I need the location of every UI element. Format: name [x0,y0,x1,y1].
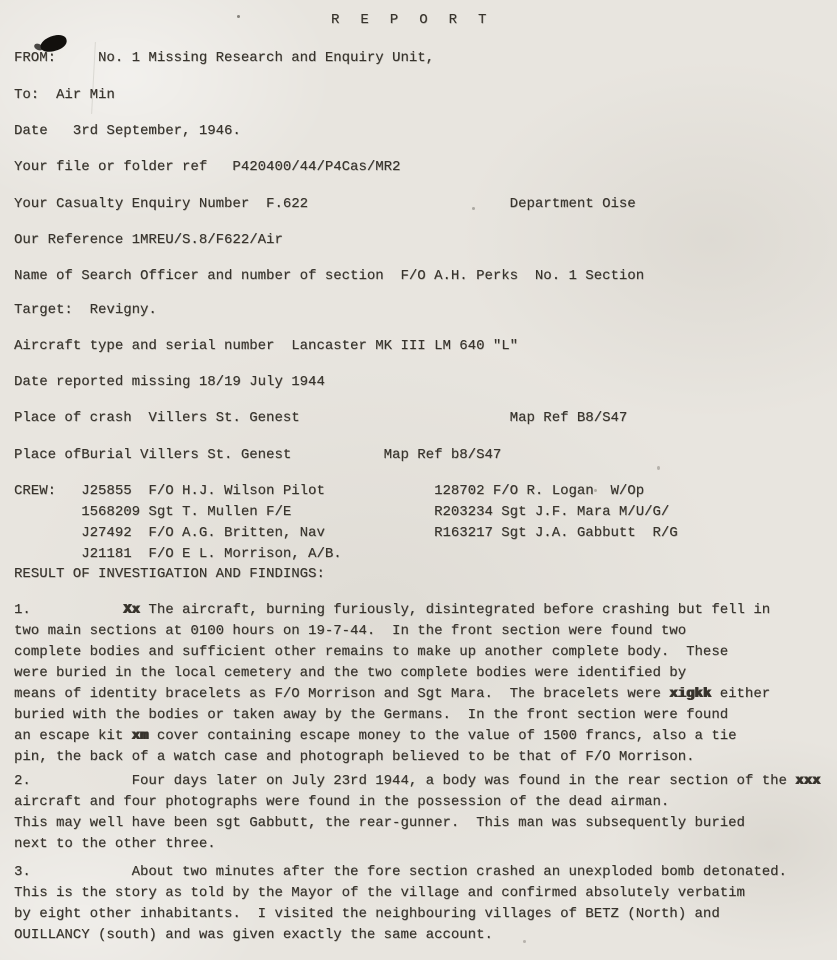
target-line: Target: Revigny. [14,302,157,318]
crew-row-2: 1568209 Sgt T. Mullen F/E R203234 Sgt J.F. Mara M/U/G/ [14,504,670,520]
date-missing-line: Date reported missing 18/19 July 1944 [14,374,325,390]
paragraph-1 [14,600,770,768]
result-heading: RESULT OF INVESTIGATION AND FINDINGS: [14,566,325,582]
para3-line3: by eight other inhabitants. I visited the neighbouring villages of BETZ (North) and [14,906,720,922]
para1-line7-overstrike: xm [131,728,149,744]
casualty-enquiry-line: Your Casualty Enquiry Number F.622 Department Oise [14,196,636,212]
para2-line1 [14,771,821,792]
para3-line4: OUILLANCY (south) and was given exactly the same account. [14,927,493,943]
para2-line4: next to the other three. [14,836,216,852]
to-line: To: Air Min [14,87,115,103]
paragraph-2 [14,771,821,855]
para1-line3: complete bodies and sufficient other remains to make up another complete body. These [14,644,729,660]
para1-line2: two main sections at 0100 hours on 19-7-44. In the front section were found two [14,623,687,639]
paper-speck [657,466,660,470]
para1-line8: pin, the back of a watch case and photograph believed to be that of F/O Morrison. [14,749,695,765]
paragraph-3 [14,862,787,946]
para1-line1-text: The aircraft, burning furiously, disintegrated before crashing but fell in [140,602,771,618]
para2-line1-text: 2. Four days later on July 23rd 1944, a body was found in the rear section of the [14,773,796,789]
report-title: R E P O R T [331,12,493,28]
para1-line4: were buried in the local cemetery and the two complete bodies were identified by [14,665,687,681]
para1-line5-text: means of identity bracelets as F/O Morrison and Sgt Mara. The bracelets were [14,686,670,702]
date-line: Date 3rd September, 1946. [14,123,241,139]
crew-row-1: CREW: J25855 F/O H.J. Wilson Pilot 128702 F/O R. Logan W/Op [14,483,645,499]
crew-row-3: J27492 F/O A.G. Britten, Nav R163217 Sgt J.A. Gabbutt R/G [14,525,678,541]
from-line: FROM: No. 1 Missing Research and Enquiry Unit, [14,50,435,66]
para1-line5 [14,684,770,705]
para1-line7 [14,726,770,747]
para1-line7-text-end: cover containing escape money to the value of 1500 francs, also a tie [148,728,737,744]
place-of-crash-line: Place of crash Villers St. Genest Map Ref B8/S47 [14,410,628,426]
para1-line5-overstrike: xigkk [669,686,712,702]
para1-line1-overstrike: Xx [123,602,141,618]
paper-speck [237,15,240,18]
crew-row-4: J21181 F/O E L. Morrison, A/B. [14,546,342,562]
search-officer-line: Name of Search Officer and number of section F/O A.H. Perks No. 1 Section [14,268,645,284]
para2-line3: This may well have been sgt Gabbutt, the rear-gunner. This man was subsequently buried [14,815,745,831]
crew-list [14,481,678,565]
para1-line5-text-end: either [711,686,771,702]
para3-line1: 3. About two minutes after the fore section crashed an unexploded bomb detonated. [14,864,787,880]
file-ref-line: Your file or folder ref P420400/44/P4Cas/MR2 [14,159,401,175]
para2-line2: aircraft and four photographs were found in the possession of the dead airman. [14,794,670,810]
para1-line1 [14,600,770,621]
para1-line6: buried with the bodies or taken away by the Germans. In the front section were found [14,707,729,723]
para1-line7-text: an escape kit [14,728,132,744]
para2-line1-overstrike: xxx [795,773,821,789]
place-of-burial-line: Place ofBurial Villers St. Genest Map Ref b8/S47 [14,447,502,463]
para1-line1-number: 1. [14,602,124,618]
para3-line2: This is the story as told by the Mayor of the village and confirmed absolutely verbatim [14,885,745,901]
our-reference-line: Our Reference 1MREU/S.8/F622/Air [14,232,283,248]
aircraft-line: Aircraft type and serial number Lancaster MK III LM 640 "L" [14,338,519,354]
